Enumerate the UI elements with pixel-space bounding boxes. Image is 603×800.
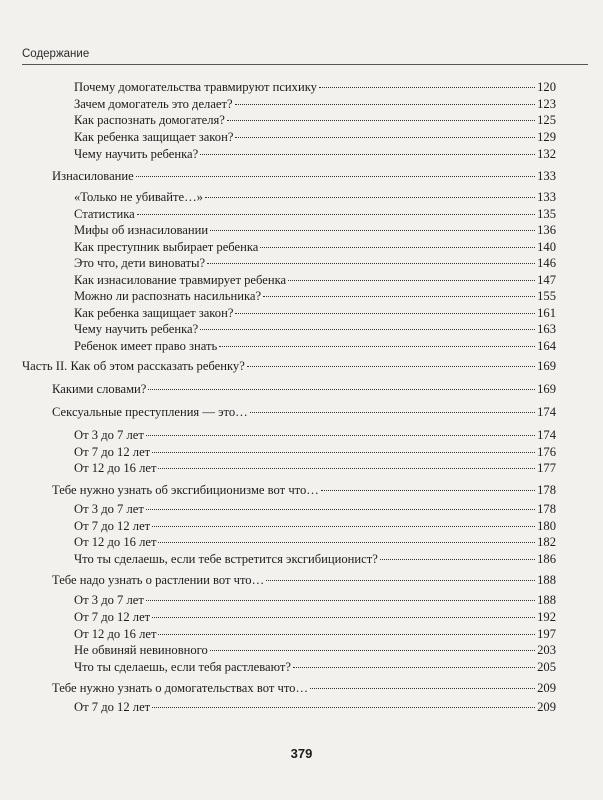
dot-leader [200, 329, 535, 330]
toc-entry [74, 339, 556, 353]
toc-entry-title: Какими словами? [52, 382, 147, 396]
dot-leader [152, 526, 535, 527]
toc-entry [74, 113, 556, 127]
toc-entry-page: 123 [537, 97, 556, 111]
toc-entry-title: Мифы об изнасиловании [74, 223, 209, 237]
toc-entry [74, 610, 556, 624]
toc-entry-page: 178 [537, 483, 556, 497]
toc-entry-title: «Только не убивайте…» [74, 190, 203, 204]
toc-entry-page: 169 [537, 382, 556, 396]
toc-entry [74, 700, 556, 714]
dot-leader [158, 468, 535, 469]
toc-entry-title: Как преступник выбирает ребенка [74, 240, 259, 254]
toc-entry-title: Что ты сделаешь, если тебя растлевают? [74, 660, 291, 674]
toc-entry-page: 133 [537, 169, 556, 183]
toc-entry-title: Тебе надо узнать о растлении вот что… [52, 573, 265, 587]
toc-entry-page: 146 [537, 256, 556, 270]
toc-entry-title: Как изнасилование травмирует ребенка [74, 273, 287, 287]
toc-entry-title: Не обвиняй невиновного [74, 643, 208, 657]
dot-leader [210, 230, 535, 231]
dot-leader [200, 154, 535, 155]
toc-entry-page: 209 [537, 681, 556, 695]
toc-entry-page: 136 [537, 223, 556, 237]
dot-leader [235, 104, 536, 105]
toc-entry-title: Чему научить ребенка? [74, 147, 199, 161]
dot-leader [266, 580, 535, 581]
toc-entry [74, 643, 556, 657]
dot-leader [310, 688, 535, 689]
toc-entry-page: 133 [537, 190, 556, 204]
dot-leader [321, 490, 535, 491]
toc-entry [74, 627, 556, 641]
dot-leader [247, 366, 535, 367]
toc-entry [74, 552, 556, 566]
toc-entry [52, 382, 556, 396]
dot-leader [235, 137, 535, 138]
toc-entry [74, 461, 556, 475]
toc-entry-page: 147 [537, 273, 556, 287]
toc-entry [52, 483, 556, 497]
toc-entry-page: 163 [537, 322, 556, 336]
toc-entry-title: От 7 до 12 лет [74, 700, 151, 714]
toc-entry [52, 573, 556, 587]
toc-entry-page: 205 [537, 660, 556, 674]
running-header: Содержание [22, 48, 90, 60]
toc-entry-page: 155 [537, 289, 556, 303]
toc-entry-title: От 3 до 7 лет [74, 428, 144, 442]
toc-entry-page: 182 [537, 535, 556, 549]
toc-entry [52, 405, 556, 419]
toc-entry [52, 169, 556, 183]
toc-entry [22, 359, 556, 373]
toc-entry [74, 322, 556, 336]
toc-entry-page: 197 [537, 627, 556, 641]
dot-leader [136, 176, 535, 177]
page-number: 379 [290, 746, 313, 761]
toc-entry-title: От 3 до 7 лет [74, 502, 144, 516]
toc-entry-page: 140 [537, 240, 556, 254]
toc-entry-title: Как ребенка защищает закон? [74, 306, 234, 320]
toc-entry-page: 186 [537, 552, 556, 566]
toc-entry [74, 240, 556, 254]
toc-entry [74, 256, 556, 270]
toc-entry [74, 190, 556, 204]
toc-entry-title: От 7 до 12 лет [74, 610, 151, 624]
toc-entry-title: От 7 до 12 лет [74, 519, 151, 533]
toc-entry-title: Сексуальные преступления — это… [52, 405, 248, 419]
toc-entry-title: Зачем домогатель это делает? [74, 97, 233, 111]
toc-entry [74, 147, 556, 161]
dot-leader [152, 707, 535, 708]
toc-entry [74, 273, 556, 287]
toc-entry-title: Тебе нужно узнать об эксгибиционизме вот что… [52, 483, 319, 497]
toc-entry [74, 80, 556, 94]
dot-leader [293, 667, 535, 668]
dot-leader [210, 650, 535, 651]
toc-entry-page: 125 [537, 113, 556, 127]
dot-leader [148, 389, 535, 390]
toc-entry-page: 174 [537, 405, 556, 419]
toc-entry [74, 519, 556, 533]
toc-entry-page: 120 [537, 80, 556, 94]
toc-entry-title: От 12 до 16 лет [74, 461, 157, 475]
toc-entry-title: Изнасилование [52, 169, 134, 183]
toc-entry-title: Что ты сделаешь, если тебе встретится эксгибиционист? [74, 552, 378, 566]
toc-entry-page: 180 [537, 519, 556, 533]
toc-entry-title: Это что, дети виноваты? [74, 256, 206, 270]
toc-entry-page: 177 [537, 461, 556, 475]
dot-leader [158, 542, 535, 543]
dot-leader [137, 214, 535, 215]
toc-entry [74, 97, 556, 111]
toc-entry [74, 502, 556, 516]
toc-entry [52, 681, 556, 695]
toc-entry [74, 535, 556, 549]
dot-leader [235, 313, 535, 314]
toc-entry-page: 135 [537, 207, 556, 221]
toc-entry-title: Чему научить ребенка? [74, 322, 199, 336]
toc-entry-title: Как ребенка защищает закон? [74, 130, 234, 144]
toc-entry-page: 188 [537, 573, 556, 587]
toc-entry [74, 223, 556, 237]
toc-entry [74, 289, 556, 303]
toc-entry-title: Статистика [74, 207, 135, 221]
dot-leader [380, 559, 535, 560]
dot-leader [288, 280, 535, 281]
dot-leader [207, 263, 535, 264]
toc-entry-page: 161 [537, 306, 556, 320]
toc-entry [74, 207, 556, 221]
dot-leader [319, 87, 535, 88]
toc-entry-page: 188 [537, 593, 556, 607]
toc-entry-page: 176 [537, 445, 556, 459]
dot-leader [146, 600, 535, 601]
toc-entry-page: 209 [537, 700, 556, 714]
dot-leader [219, 346, 535, 347]
toc-entry [74, 428, 556, 442]
toc-entry-page: 192 [537, 610, 556, 624]
toc-entry-title: От 12 до 16 лет [74, 535, 157, 549]
toc-entry-title: От 7 до 12 лет [74, 445, 151, 459]
toc-entry [74, 445, 556, 459]
toc-entry-title: Часть II. Как об этом рассказать ребенку? [22, 359, 245, 373]
dot-leader [152, 452, 535, 453]
toc-entry-title: Можно ли распознать насильника? [74, 289, 262, 303]
toc-entry-page: 164 [537, 339, 556, 353]
toc-entry [74, 130, 556, 144]
toc-entry-page: 169 [537, 359, 556, 373]
dot-leader [260, 247, 535, 248]
dot-leader [205, 197, 535, 198]
toc-entry-title: Как распознать домогателя? [74, 113, 225, 127]
dot-leader [227, 120, 535, 121]
dot-leader [146, 509, 535, 510]
toc-entry-title: От 3 до 7 лет [74, 593, 144, 607]
toc-entry-title: Почему домогательства травмируют психику [74, 80, 317, 94]
dot-leader [263, 296, 535, 297]
toc-entry-title: Ребенок имеет право знать [74, 339, 218, 353]
toc-entry-page: 174 [537, 428, 556, 442]
dot-leader [250, 412, 535, 413]
toc-entry-page: 132 [537, 147, 556, 161]
toc-entry-page: 203 [537, 643, 556, 657]
toc-entry-page: 178 [537, 502, 556, 516]
dot-leader [146, 435, 535, 436]
dot-leader [152, 617, 535, 618]
toc-entry [74, 593, 556, 607]
toc-entry-title: От 12 до 16 лет [74, 627, 157, 641]
toc-entry [74, 306, 556, 320]
toc-entry-title: Тебе нужно узнать о домогательствах вот что… [52, 681, 309, 695]
toc-entry-page: 129 [537, 130, 556, 144]
toc-entry [74, 660, 556, 674]
dot-leader [158, 634, 535, 635]
